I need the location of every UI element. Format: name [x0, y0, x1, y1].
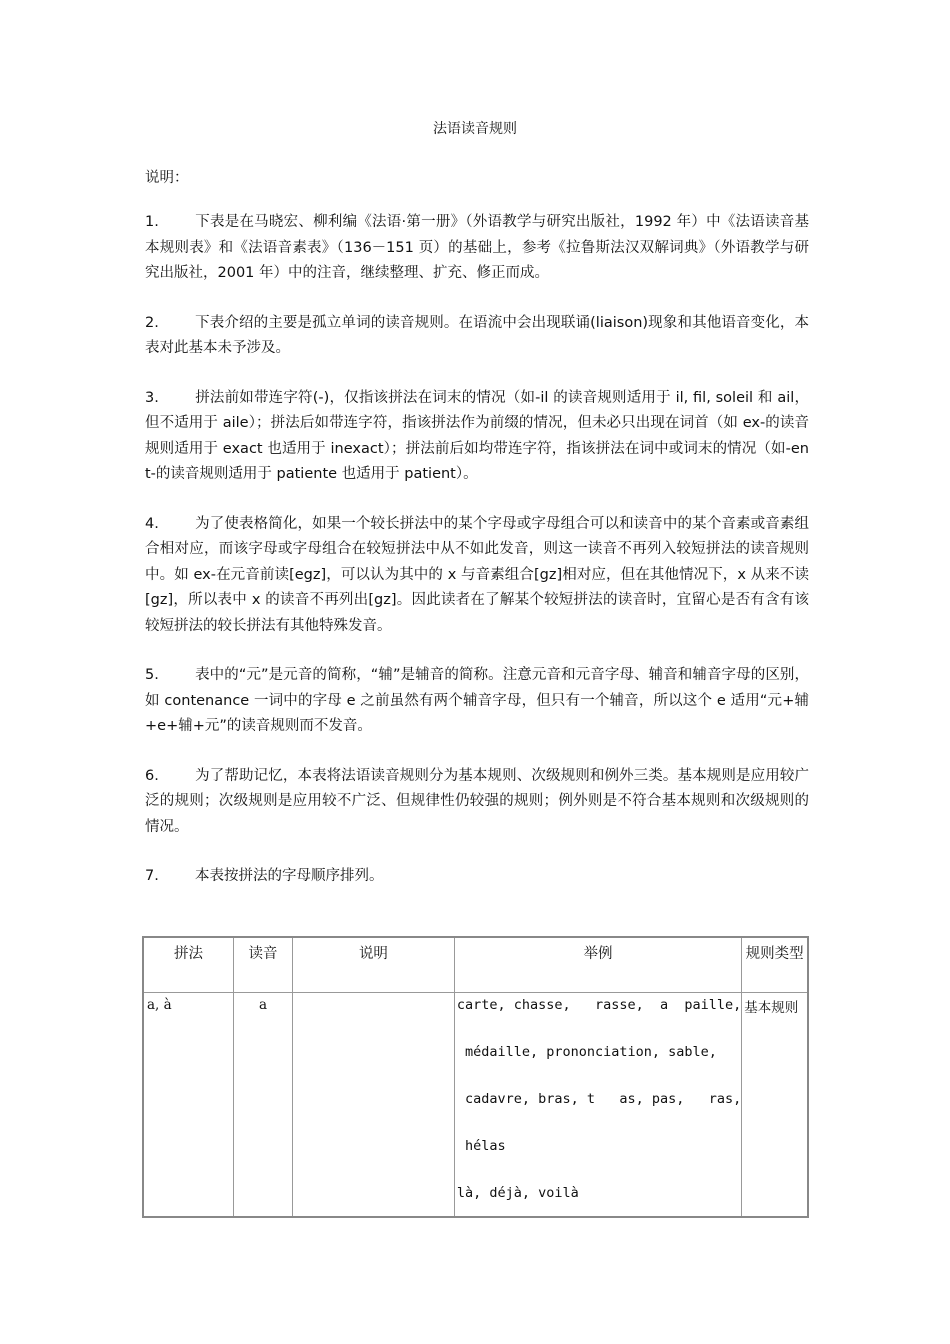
header-examples: 举例	[454, 937, 741, 993]
header-sound: 读音	[233, 937, 292, 993]
note-number: 4.	[145, 515, 159, 532]
note-item	[145, 210, 809, 287]
table-row	[143, 993, 808, 1218]
note-number: 1.	[145, 214, 159, 230]
example-line: cadavre, bras, t as, pas, ras,	[456, 1091, 742, 1107]
note-item	[145, 512, 809, 640]
header-spelling: 拼法	[143, 937, 233, 993]
note-text: 拼法前如带连字符(-)，仅指该拼法在词末的情况（如-il 的读音规则适用于 il, fil, soleil 和 ail，但不适用于 aile）；拼法后如带连字符，指该拼法作为前缀的情况，但未必只出现在词首（如 ex-的读音规则适用于 exact 也适用于 inexact）；拼法前后如均带连字符，指该拼法在词中或词末的情况（如-ent-的读音规则适用于 patiente 也适用于 patient）。	[145, 389, 809, 482]
header-rule-type: 规则类型	[742, 937, 808, 993]
example-line: hélas	[456, 1138, 506, 1154]
note-number: 6.	[145, 767, 159, 784]
cell-examples	[454, 993, 741, 1218]
note-item	[145, 764, 809, 841]
note-number: 5.	[145, 667, 159, 683]
note-text: 为了帮助记忆，本表将法语读音规则分为基本规则、次级规则和例外三类。基本规则是应用较广泛的规则；次级规则是应用较不广泛、但规律性仍较强的规则；例外则是不符合基本规则和次级规则的情况。	[145, 767, 809, 835]
cell-sound: a	[233, 993, 292, 1218]
table-header-row	[143, 937, 808, 993]
note-number: 7.	[145, 868, 159, 884]
note-text: 为了使表格简化，如果一个较长拼法中的某个字母或字母组合可以和读音中的某个音素或音素组合相对应，而该字母或字母组合在较短拼法中从不如此发音，则这一读音不再列入较短拼法的读音规则中。如 ex-在元音前读[egz]，可以认为其中的 x 与音素组合[gz]相对应，但在其他情况下，x 从来不读[gz]，所以表中 x 的读音不再列出[gz]。因此读者在了解某个较短拼法的读音时，宜留心是否有含有该较短拼法的较长拼法有其他特殊发音。	[145, 515, 809, 634]
note-text: 下表是在马晓宏、柳利编《法语·第一册》（外语教学与研究出版社，1992 年）中《法语读音基本规则表》和《法语音素表》（136－151 页）的基础上，参考《拉鲁斯法汉双解词典》（外语教学与研究出版社，2001 年）中的注音，继续整理、扩充、修正而成。	[145, 214, 809, 281]
example-line: carte, chasse, rasse, a paille,	[456, 997, 742, 1013]
note-number: 3.	[145, 389, 159, 406]
note-text: 下表介绍的主要是孤立单词的读音规则。在语流中会出现联诵(liaison)现象和其他语音变化，本表对此基本未予涉及。	[145, 314, 809, 356]
note-number: 2.	[145, 314, 159, 331]
example-line: là, déjà, voilà	[456, 1185, 579, 1201]
note-item	[145, 386, 809, 488]
notes-list	[145, 210, 809, 914]
pronunciation-rules-table	[142, 936, 809, 1218]
cell-rule-type: 基本规则	[742, 993, 808, 1218]
note-item	[145, 663, 809, 740]
note-item	[145, 864, 809, 890]
note-text: 表中的“元”是元音的简称，“辅”是辅音的简称。注意元音和元音字母、辅音和辅音字母的区别，如 contenance 一词中的字母 e 之前虽然有两个辅音字母，但只有一个辅音，所以这个 e 适用“元+辅+e+辅+元”的读音规则而不发音。	[145, 667, 809, 734]
intro-label: 说明：	[145, 170, 189, 186]
document-title: 法语读音规则	[433, 121, 517, 137]
cell-explanation	[293, 993, 455, 1218]
note-text: 本表按拼法的字母顺序排列。	[195, 868, 384, 884]
cell-spelling: a, à	[143, 993, 233, 1218]
note-item	[145, 311, 809, 362]
header-explanation: 说明	[293, 937, 455, 993]
example-line: médaille, prononciation, sable,	[456, 1044, 717, 1060]
